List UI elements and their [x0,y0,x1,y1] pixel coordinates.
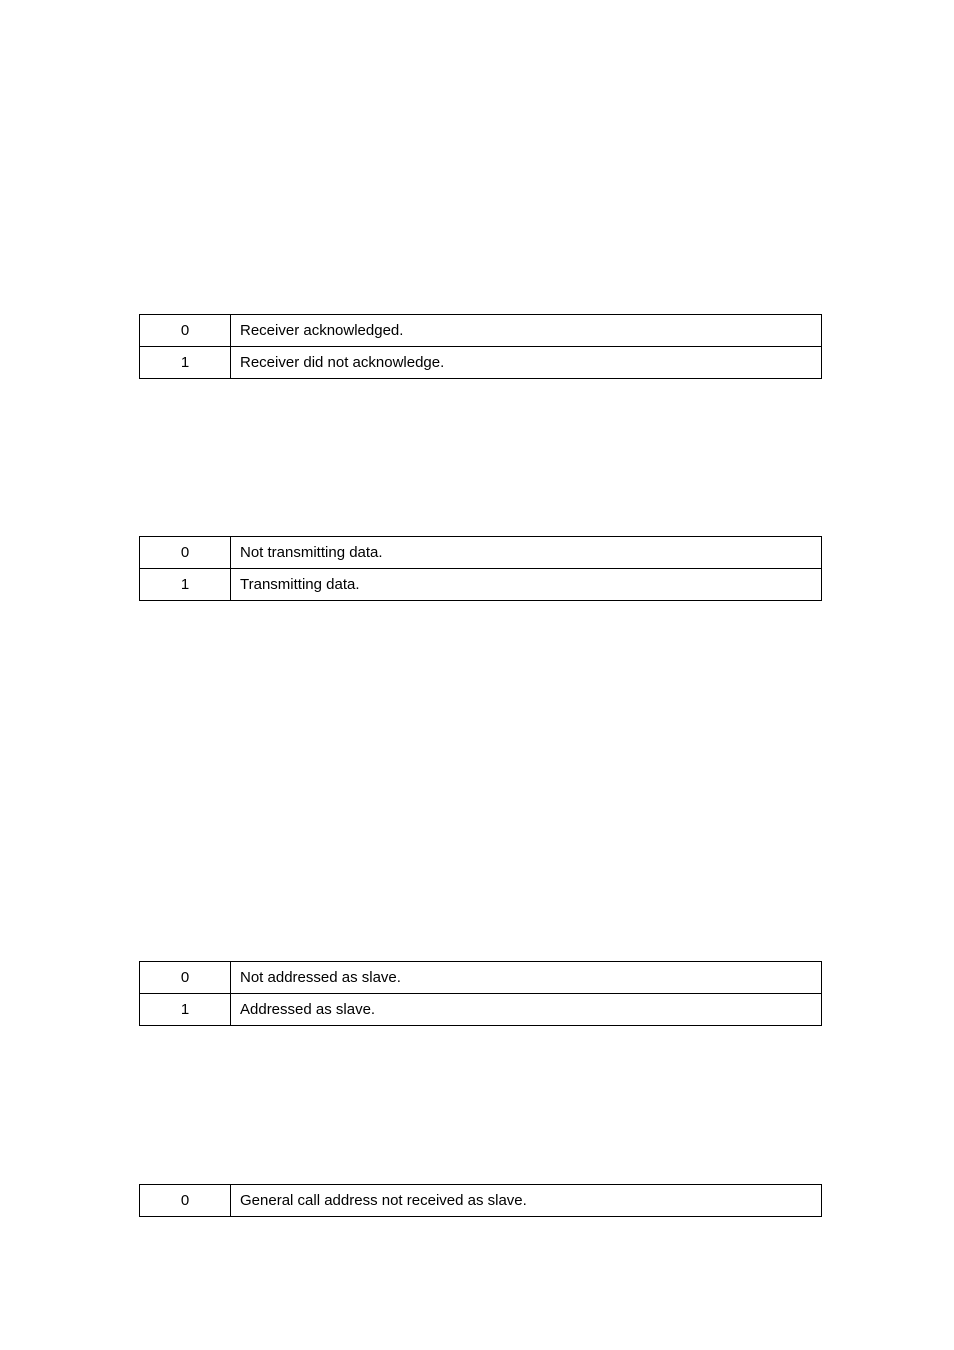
table-row [140,994,822,1026]
transmit-bit-table [139,536,822,601]
bit-description-cell: Receiver did not acknowledge. [231,347,822,379]
bit-description-cell: Not addressed as slave. [231,962,822,994]
bit-value-cell: 0 [140,1185,231,1217]
bit-value-cell: 1 [140,347,231,379]
table-row [140,962,822,994]
slave-address-bit-table [139,961,822,1026]
bit-value-cell: 0 [140,962,231,994]
bit-description-cell: Addressed as slave. [231,994,822,1026]
acknowledge-bit-table [139,314,822,379]
table-row [140,315,822,347]
bit-description-cell: General call address not received as slave. [231,1185,822,1217]
table-row [140,347,822,379]
table-row [140,1185,822,1217]
bit-value-cell: 0 [140,537,231,569]
bit-description-cell: Transmitting data. [231,569,822,601]
table-row [140,537,822,569]
bit-value-cell: 1 [140,569,231,601]
bit-value-cell: 1 [140,994,231,1026]
bit-description-cell: Not transmitting data. [231,537,822,569]
table-row [140,569,822,601]
bit-value-cell: 0 [140,315,231,347]
bit-description-cell: Receiver acknowledged. [231,315,822,347]
general-call-bit-table [139,1184,822,1217]
